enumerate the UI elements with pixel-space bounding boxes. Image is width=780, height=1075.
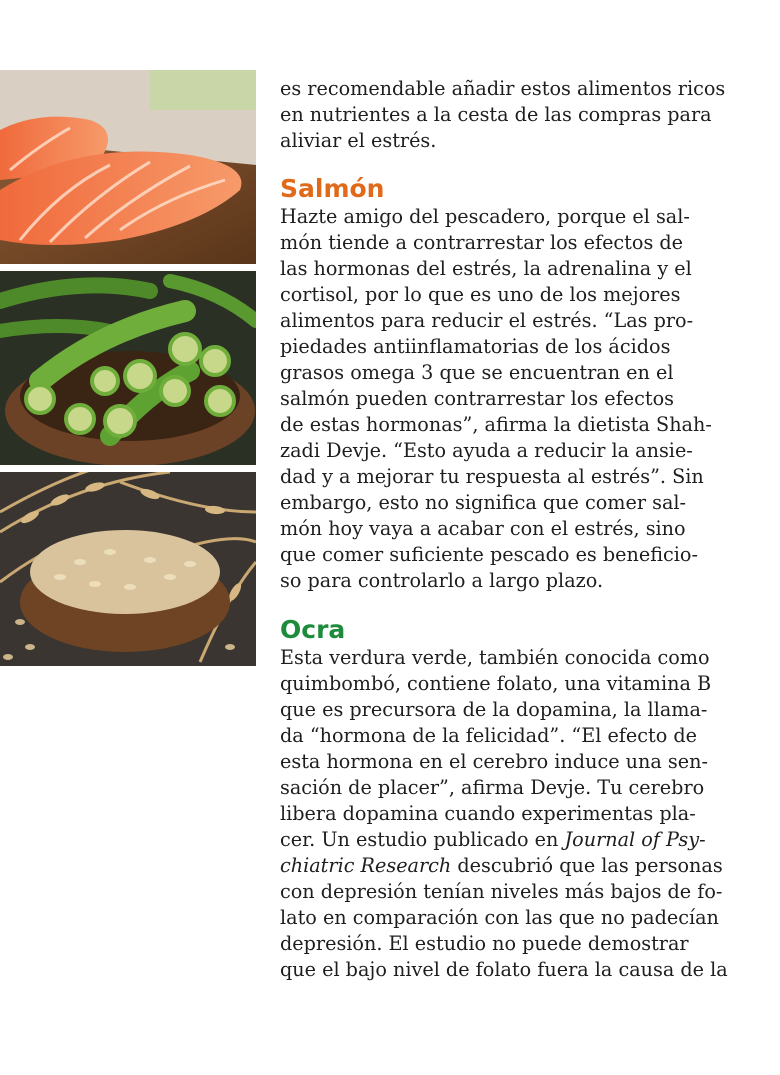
article-text-column bbox=[280, 76, 728, 983]
text-line: embargo, esto no significa que comer sal- bbox=[280, 491, 687, 514]
okra-photo bbox=[0, 271, 256, 465]
text-line: con depresión tenían niveles más bajos de fo- bbox=[280, 880, 723, 903]
text-line: lato en comparación con las que no padecían bbox=[280, 906, 719, 929]
section-heading-okra: Ocra bbox=[280, 615, 346, 644]
text-line: libera dopamina cuando experimentas pla- bbox=[280, 802, 696, 825]
oats-photo bbox=[0, 472, 256, 666]
text-line: Esta verdura verde, también conocida como bbox=[280, 646, 710, 669]
text-line: esta hormona en el cerebro induce una sen- bbox=[280, 750, 708, 773]
text-line: sación de placer”, afirma Devje. Tu cerebro bbox=[280, 776, 705, 799]
text-line: quimbombó, contiene folato, una vitamina B bbox=[280, 672, 712, 695]
section-heading-salmon: Salmón bbox=[280, 174, 385, 203]
text-line: món tiende a contrarrestar los efectos de bbox=[280, 231, 684, 254]
salmon-paragraph bbox=[280, 204, 725, 594]
text-line: que comer suficiente pescado es beneficio- bbox=[280, 543, 698, 566]
text-line: dad y a mejorar tu respuesta al estrés”. Sin bbox=[280, 465, 704, 488]
text-segment: cer. Un estudio publicado en bbox=[280, 828, 565, 851]
text-line: salmón pueden contrarrestar los efectos bbox=[280, 387, 674, 410]
text-line: da “hormona de la felicidad”. “El efecto de bbox=[280, 724, 698, 747]
text-line: piedades antiinflamatorias de los ácidos bbox=[280, 335, 671, 358]
text-line: grasos omega 3 que se encuentran en el bbox=[280, 361, 674, 384]
text-line: Hazte amigo del pescadero, porque el sal- bbox=[280, 205, 690, 228]
journal-title: chiatric Research bbox=[280, 854, 452, 877]
text-line: que el bajo nivel de folato fuera la causa de la bbox=[280, 958, 728, 981]
text-line: zadi Devje. “Esto ayuda a reducir la ansie- bbox=[280, 439, 693, 462]
text-segment: descubrió que las personas bbox=[451, 854, 723, 877]
text-line: cortisol, por lo que es uno de los mejores bbox=[280, 283, 681, 306]
text-line: món hoy vaya a acabar con el estrés, sino bbox=[280, 517, 686, 540]
text-line: de estas hormonas”, afirma la dietista Shah- bbox=[280, 413, 712, 436]
salmon-photo bbox=[0, 70, 256, 264]
text-line: en nutrientes a la cesta de las compras para bbox=[280, 103, 712, 126]
okra-paragraph bbox=[280, 645, 728, 983]
text-line: aliviar el estrés. bbox=[280, 129, 437, 152]
text-line: las hormonas del estrés, la adrenalina y el bbox=[280, 257, 692, 280]
text-line: que es precursora de la dopamina, la llama- bbox=[280, 698, 708, 721]
text-line: es recomendable añadir estos alimentos ricos bbox=[280, 77, 726, 100]
intro-paragraph bbox=[280, 76, 725, 154]
text-line: alimentos para reducir el estrés. “Las pro- bbox=[280, 309, 694, 332]
text-line bbox=[280, 853, 725, 879]
text-line: depresión. El estudio no puede demostrar bbox=[280, 932, 689, 955]
journal-title: Journal of Psy- bbox=[564, 828, 706, 851]
text-line bbox=[280, 827, 725, 853]
text-line: so para controlarlo a largo plazo. bbox=[280, 569, 604, 592]
